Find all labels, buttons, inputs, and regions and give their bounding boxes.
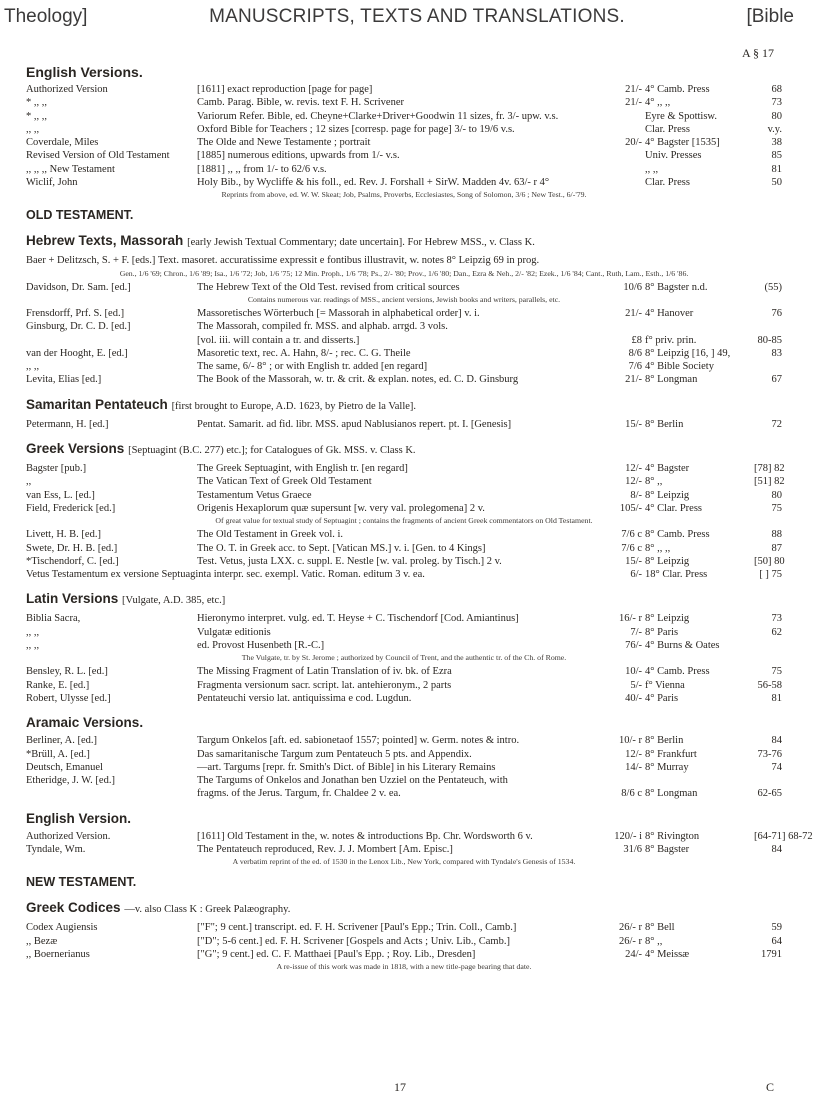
entry-author: Bagster [pub.] <box>26 463 87 475</box>
entry-price: 8/6 c <box>621 788 642 800</box>
entry-row <box>26 528 782 541</box>
entry-title: —art. Targums [repr. fr. Smith's Dict. of Bible] in his Literary Remains <box>197 761 496 773</box>
entry-author: Petermann, H. [ed.] <box>26 418 109 430</box>
entry-year: 75 <box>771 666 782 678</box>
entry-title: ["D"; 5-6 cent.] ed. F. H. Scrivener [Gospels and Acts ; Univ. Lib., Camb.] <box>197 935 510 947</box>
entry-title: ["F"; 9 cent.] transcript. ed. F. H. Scrivener [Paul's Epp.; Trin. Coll., Camb.] <box>197 922 517 934</box>
entry-publisher: 8° ,, <box>645 935 663 947</box>
entry-title: The Pentateuch reproduced, Rev. J. J. Mombert [Am. Episc.] <box>197 843 453 855</box>
entry-author: Wiclif, John <box>26 177 78 189</box>
header-right: [Bible <box>746 6 794 27</box>
entry-publisher: Univ. Presses <box>645 150 702 162</box>
entry-publisher: 4° Clar. Press <box>645 502 702 514</box>
entry-price: 26/- r <box>618 922 642 934</box>
entry-row <box>26 360 782 373</box>
section-reference: A § 17 <box>741 46 774 60</box>
entry-year: 67 <box>771 374 782 386</box>
entry-price: 7/6 c <box>621 542 642 554</box>
entry-row <box>26 921 782 934</box>
entry-author: van der Hooght, E. [ed.] <box>26 347 128 359</box>
entry-author: Frensdorff, Prf. S. [ed.] <box>26 307 125 319</box>
entry-author: Coverdale, Miles <box>26 137 99 149</box>
entry-title: Pentat. Samarit. ad fid. libr. MSS. apud Nablusianos repert. pt. I. [Genesis] <box>197 418 512 430</box>
entry-price: 31/6 <box>623 843 642 855</box>
entry-publisher: 4° Bagster <box>645 463 690 475</box>
entry-price <box>602 176 642 189</box>
entry-price: 8/6 <box>628 347 642 359</box>
entry-row <box>26 555 785 568</box>
entry-year: 56-58 <box>757 679 782 691</box>
entry-publisher: 8° Longman <box>645 374 698 386</box>
entry-row <box>26 830 813 843</box>
entry-author: Biblia Sacra, <box>26 613 81 625</box>
entry-title: The same, 6/- 8° ; or with English tr. added [en regard] <box>197 361 428 373</box>
entry-publisher: 8° ,, <box>645 476 663 488</box>
entry-title: The Hebrew Text of the Old Test. revised from critical sources <box>197 281 460 293</box>
entry-publisher: 8° Leipzig <box>645 489 690 501</box>
entry-publisher: 8° Leipzig <box>645 555 690 567</box>
greek-codices-list <box>26 921 782 961</box>
entry-publisher: 4° Paris <box>645 692 679 704</box>
hebrew-list <box>26 281 782 294</box>
page-number: 17 <box>394 1080 406 1094</box>
entry-price: 7/6 c <box>621 529 642 541</box>
running-header <box>4 2 794 32</box>
entry-row <box>26 418 782 431</box>
english-versions-list <box>26 83 782 189</box>
entry-publisher: 8° Bagster <box>645 843 690 855</box>
entry-year: 80-85 <box>757 334 782 346</box>
entry-year: [ ] 75 <box>759 569 782 581</box>
hebrew-intro: Baer + Delitzsch, S. + F. [eds.] Text. masoret. accuratissime expressit e fontibus illustravit, w. notes 8° Leipzig 69 in prog. <box>26 255 540 267</box>
latin-list <box>26 612 782 652</box>
entry-price: 12/- <box>625 463 642 475</box>
entry-publisher: 8° Leipzig [16, ] 49, <box>645 347 731 359</box>
entry-price: 7/6 <box>628 361 642 373</box>
entry-author: Ranke, E. [ed.] <box>26 679 90 691</box>
entry-author: ,, ,, ,, New Testament <box>26 163 115 175</box>
entry-row <box>26 734 782 747</box>
entry-row <box>26 626 782 639</box>
entry-title: Oxford Bible for Teachers ; 12 sizes [corresp. page for page] 3/- to 19/6 v.s. <box>197 123 515 135</box>
entry-price: 15/- <box>625 418 642 430</box>
entry-publisher: 8° Berlin <box>645 418 684 430</box>
entry-title: Testamentum Vetus Graece <box>197 489 312 501</box>
entry-author: Robert, Ulysse [ed.] <box>26 692 111 704</box>
page-footer <box>0 1080 800 1095</box>
entry-publisher: Eyre & Spottisw. <box>645 110 717 122</box>
entry-price <box>602 149 642 162</box>
entry-year: 72 <box>771 418 782 430</box>
entry-title: [1611] Old Testament in the, w. notes & introductions Bp. Chr. Wordsworth 6 v. <box>197 830 533 842</box>
entry-year: 59 <box>771 922 782 934</box>
entry-title: The Targums of Onkelos and Jonathan ben Uzziel on the Pentateuch, with <box>197 775 508 787</box>
entry-publisher: 8° ,, ,, <box>645 542 671 554</box>
entry-author: Deutsch, Emanuel <box>26 761 103 773</box>
entry-publisher: 18° Clar. Press <box>645 569 708 581</box>
entry-row <box>26 163 782 176</box>
entry-title: Pentateuchi versio lat. antiquissima e cod. Lugdun. <box>197 692 412 704</box>
hebrew-note-2: Contains numerous var. readings of MSS., ancient versions, Jewish books and writers, parallels, etc. <box>247 294 561 304</box>
entry-title: The Missing Fragment of Latin Translation of iv. bk. of Ezra <box>197 666 452 678</box>
entry-publisher: 8° Murray <box>645 761 689 773</box>
entry-year: 64 <box>771 935 782 947</box>
entry-price: 24/- <box>625 948 642 960</box>
greek-list <box>26 462 785 515</box>
entry-row <box>26 320 782 333</box>
entry-title: ed. Provost Husenbeth [R.-C.] <box>197 640 325 652</box>
entry-title: ["G"; 9 cent.] ed. C. F. Matthaei [Paul's Epp. ; Roy. Lib., Dresden] <box>197 948 476 960</box>
entry-author: Codex Augiensis <box>26 922 98 934</box>
entry-price: 14/- <box>625 761 642 773</box>
heading-samaritan-sub: [first brought to Europe, A.D. 1623, by Pietro de la Valle]. <box>171 400 417 412</box>
entry-publisher: 8° Bell <box>645 922 675 934</box>
heading-greek-codices-title: Greek Codices <box>26 900 121 916</box>
entry-row <box>26 692 782 705</box>
entry-year <box>754 360 782 373</box>
entry-title: The Old Testament in Greek vol. i. <box>197 529 344 541</box>
entry-title: [1611] exact reproduction [page for page] <box>197 84 373 95</box>
entry-title: fragms. of the Jerus. Targum, fr. Chaldee 2 v. ea. <box>197 788 401 800</box>
entry-publisher: 8° Camb. Press <box>645 529 710 541</box>
greek-list-2 <box>26 528 785 568</box>
english-version-note: A verbatim reprint of the ed. of 1530 in the Lenox Lib., New York, compared with Tyndale's Genesis of 1534. <box>232 857 576 867</box>
entry-title: [vol. iii. will contain a tr. and disserts.] <box>197 334 360 346</box>
entry-year <box>754 774 782 787</box>
entry-row <box>26 948 782 961</box>
entry-row <box>26 347 782 360</box>
entry-author: van Ess, L. [ed.] <box>26 489 95 501</box>
heading-hebrew <box>26 233 782 251</box>
entry-author: ,, <box>26 476 32 488</box>
heading-greek-title: Greek Versions <box>26 441 125 457</box>
entry-row <box>26 542 782 555</box>
entry-title: Fragmenta versionum sacr. script. lat. antehieronym., 2 parts <box>197 679 452 691</box>
entry-row <box>26 96 782 109</box>
heading-english-versions: English Versions. <box>26 64 143 80</box>
entry-author: Berliner, A. [ed.] <box>26 735 98 747</box>
entry-row <box>26 281 782 294</box>
entry-year: v.y. <box>767 123 782 135</box>
heading-latin-title: Latin Versions <box>26 591 119 607</box>
entry-row <box>26 176 782 189</box>
entry-year: [78] 82 <box>754 463 785 475</box>
entry-title: The Book of the Massorah, w. tr. & crit. & explan. notes, ed. C. D. Ginsburg <box>197 374 519 386</box>
entry-price: 21/- <box>625 97 642 109</box>
entry-row <box>26 123 782 136</box>
entry-price: 12/- <box>625 476 642 488</box>
entry-year: [51] 82 <box>754 476 785 488</box>
entry-publisher: 8° Leipzig <box>645 613 690 625</box>
entry-price: 26/- r <box>618 935 642 947</box>
entry-price: 21/- <box>625 84 642 95</box>
entry-author: ,, ,, <box>26 123 40 135</box>
entry-price: 15/- <box>625 555 642 567</box>
entry-row <box>26 373 782 386</box>
entry-publisher <box>645 320 751 333</box>
entry-year: [50] 80 <box>754 555 785 567</box>
entry-year <box>754 320 782 333</box>
entry-publisher: Clar. Press <box>645 177 690 189</box>
entry-title: Masoretic text, rec. A. Hahn, 8/- ; rec. C. G. Theile <box>197 347 411 359</box>
entry-price: 21/- <box>625 374 642 386</box>
entry-year: 62-65 <box>757 788 782 800</box>
entry-title: Massoretisches Wörterbuch [= Massorah in alphabetical order] v. i. <box>197 307 480 319</box>
entry-price: 20/- <box>625 137 642 149</box>
heading-greek-sub: [Septuagint (B.C. 277) etc.]; for Catalogues of Gk. MSS. v. Class K. <box>128 445 416 457</box>
entry-price <box>602 110 642 123</box>
entry-title: The Greek Septuagint, with English tr. [en regard] <box>197 463 408 475</box>
entry-author: * ,, ,, <box>26 110 47 122</box>
entry-year: 73-76 <box>757 748 782 760</box>
entry-author: *Tischendorf, C. [ed.] <box>26 555 119 567</box>
heading-greek-codices-sub: —v. also Class K : Greek Palæography. <box>124 904 291 916</box>
entry-publisher: 8° Berlin <box>645 735 684 747</box>
entry-author: Swete, Dr. H. B. [ed.] <box>26 542 118 554</box>
entry-title: Vulgatæ editionis <box>197 626 271 638</box>
entry-price: 7/- <box>630 626 642 638</box>
greek-wide-row <box>26 568 782 581</box>
hebrew-note: Gen., 1/6 '69; Chron., 1/6 '89; Isa., 1/6 '72; Job, 1/6 '75; 12 Min. Proph., 1/6 '78; Ps., 2/- '80; Prov., 1/6 '80; Dan., Ezra & Neh., 2/- '82; Ezek., 1/6 '84; Cant., Ruth, Lam., Esth., 1/6 '86. <box>119 268 689 278</box>
entry-price <box>602 774 642 787</box>
heading-latin-sub: [Vulgate, A.D. 385, etc.] <box>122 595 226 607</box>
entry-year: 81 <box>771 692 782 704</box>
entry-publisher: 4° Hanover <box>645 307 694 319</box>
entry-row <box>26 665 782 678</box>
entry-row <box>26 489 782 502</box>
entry-author: *Brüll, A. [ed.] <box>26 748 90 760</box>
entry-year: 88 <box>771 529 782 541</box>
entry-price <box>602 320 642 333</box>
entry-row <box>26 475 785 488</box>
entry-price: 76/- <box>625 640 642 652</box>
entry-publisher: 4° Camb. Press <box>645 84 710 95</box>
heading-english-version: English Version. <box>26 810 132 826</box>
entry-row <box>26 787 782 800</box>
entry-year: 85 <box>771 150 782 162</box>
entry-author: Davidson, Dr. Sam. [ed.] <box>26 281 131 293</box>
entry-price <box>602 163 642 176</box>
entry-year: 87 <box>771 542 782 554</box>
heading-aramaic: Aramaic Versions. <box>26 715 144 731</box>
english-version-list <box>26 830 813 857</box>
entry-price: 21/- <box>625 307 642 319</box>
entry-publisher: ,, ,, <box>645 163 659 175</box>
entry-title: The Olde and Newe Testamente ; portrait <box>197 137 371 149</box>
catalogue-body <box>26 60 813 974</box>
entry-author: Levita, Elias [ed.] <box>26 374 102 386</box>
entry-year: 84 <box>771 735 782 747</box>
entry-row <box>26 110 782 123</box>
heading-greek-codices <box>26 900 782 918</box>
entry-title: Origenis Hexaplorum quæ supersunt [w. very val. prolegomena] 2 v. <box>197 502 485 514</box>
entry-year: 68 <box>771 84 782 95</box>
entry-author: Authorized Version. <box>26 830 111 842</box>
entry-author: ,, ,, <box>26 361 40 373</box>
entry-row <box>26 761 782 774</box>
heading-old-testament: OLD TESTAMENT. <box>26 208 134 223</box>
entry-year: 83 <box>771 347 782 359</box>
entry-author: ,, Boernerianus <box>26 948 90 960</box>
entry-price: 10/6 <box>623 281 642 293</box>
entry-publisher: 8° Rivington <box>645 830 700 842</box>
entry-row <box>26 843 782 856</box>
entry-publisher: f° Vienna <box>645 679 685 691</box>
entry-year <box>754 639 782 652</box>
entry-year: 38 <box>771 137 782 149</box>
entry-year: 73 <box>771 97 782 109</box>
entry-title: The Massorah, compiled fr. MSS. and alphab. arrgd. 3 vols. <box>197 321 448 333</box>
entry-price: 105/- <box>619 502 642 514</box>
entry-year: 75 <box>771 502 782 514</box>
entry-publisher: 4° Camb. Press <box>645 666 710 678</box>
entry-year: 80 <box>771 489 782 501</box>
entry-row <box>26 612 782 625</box>
entry-title: The O. T. in Greek acc. to Sept. [Vatican MS.] v. i. [Gen. to 4 Kings] <box>197 542 486 554</box>
entry-publisher: 8° Paris <box>645 626 679 638</box>
entry-year: 1791 <box>761 948 782 960</box>
entry-title: Vetus Testamentum ex versione Septuaginta interpr. sec. exempl. Vatic. Roman. editum 3 v. ea. <box>26 569 425 581</box>
heading-greek <box>26 441 782 459</box>
entry-row <box>26 935 782 948</box>
entry-row <box>26 774 782 787</box>
samaritan-list <box>26 418 782 431</box>
latin-note: The Vulgate, tr. by St. Jerome ; authorized by Council of Trent, and the authentic tr. of the Ch. of Rome. <box>241 653 567 663</box>
greek-note: Of great value for textual study of Septuagint ; contains the fragments of ancient Greek commentators on Old Testament. <box>215 516 593 526</box>
entry-price: 10/- <box>625 666 642 678</box>
entry-author: ,, ,, <box>26 626 40 638</box>
entry-title: Holy Bib., by Wycliffe & his foll., ed. Rev. J. Forshall + SirW. Madden 4v. 63/- r 4° <box>197 177 550 189</box>
entry-price: 16/- r <box>618 613 642 625</box>
entry-year: 62 <box>771 626 782 638</box>
entry-author: Ginsburg, Dr. C. D. [ed.] <box>26 321 131 333</box>
entry-row <box>26 462 785 475</box>
latin-list-2 <box>26 665 782 705</box>
entry-publisher <box>645 774 751 787</box>
heading-new-testament: NEW TESTAMENT. <box>26 875 137 890</box>
entry-year: 50 <box>771 177 782 189</box>
signature-mark: C <box>765 1080 774 1094</box>
entry-author: Etheridge, J. W. [ed.] <box>26 775 115 787</box>
entry-author: Tyndale, Wm. <box>26 843 86 855</box>
entry-title: Variorum Refer. Bible, ed. Cheyne+Clarke+Driver+Goodwin 11 sizes, fr. 3/- upw. v.s. <box>197 110 559 122</box>
entry-year: 81 <box>771 163 782 175</box>
entry-year: 73 <box>771 613 782 625</box>
heading-hebrew-title: Hebrew Texts, Massorah <box>26 233 184 249</box>
entry-title: The Vatican Text of Greek Old Testament <box>197 476 372 488</box>
entry-price: 6/- <box>630 569 642 581</box>
entry-row <box>26 136 782 149</box>
entry-year: 76 <box>771 307 782 319</box>
entry-title: Camb. Parag. Bible, w. revis. text F. H. Scrivener <box>197 97 404 109</box>
entry-row <box>26 83 782 96</box>
entry-author: * ,, ,, <box>26 97 47 109</box>
entry-author: Field, Frederick [ed.] <box>26 502 116 514</box>
entry-title: [1881] ,, ,, from 1/- to 62/6 v.s. <box>197 163 327 175</box>
entry-title: [1885] numerous editions, upwards from 1/- v.s. <box>197 150 400 162</box>
entry-price: 40/- <box>625 692 642 704</box>
hebrew-list-2 <box>26 307 782 387</box>
entry-row <box>26 502 782 515</box>
entry-publisher: 8° Frankfurt <box>645 748 697 760</box>
greek-codices-note: A re-issue of this work was made in 1818, with a new title-page bearing that date. <box>276 962 532 972</box>
header-left: Theology] <box>4 6 88 27</box>
entry-author: ,, Bezæ <box>26 935 58 947</box>
entry-row <box>26 307 782 320</box>
entry-price <box>602 123 642 136</box>
english-versions-note: Reprints from above, ed. W. W. Skeat; Job, Psalms, Proverbs, Ecclesiastes, Song of Solomon, 3/6 ; New Test., 6/-'79. <box>221 190 587 200</box>
entry-row <box>26 334 782 347</box>
heading-hebrew-sub: [early Jewish Textual Commentary; date uncertain]. For Hebrew MSS., v. Class K. <box>187 237 535 249</box>
entry-publisher: f° priv. prin. <box>645 334 697 346</box>
aramaic-list <box>26 734 782 800</box>
entry-row <box>26 748 782 761</box>
entry-title: Hieronymo interpret. vulg. ed. T. Heyse + C. Tischendorf [Cod. Amiantinus] <box>197 613 519 625</box>
entry-price: 8/- <box>630 489 642 501</box>
entry-publisher: 8° Longman <box>645 788 698 800</box>
heading-samaritan <box>26 397 782 415</box>
entry-author <box>26 787 194 800</box>
entry-year: [64-71] 68-72 <box>754 830 813 842</box>
entry-author: Livett, H. B. [ed.] <box>26 529 101 541</box>
entry-row <box>26 149 782 162</box>
entry-price: £8 <box>631 334 642 346</box>
entry-year: 84 <box>771 843 782 855</box>
entry-publisher: 8° Bagster n.d. <box>645 281 708 293</box>
entry-publisher: 4° ,, ,, <box>645 97 671 109</box>
entry-price: 120/- i <box>614 830 642 842</box>
entry-title: Test. Vetus, justa LXX. c. suppl. E. Nestle [w. val. proleg. by Tisch.] 2 v. <box>197 555 502 567</box>
entry-publisher: 4° Burns & Oates <box>645 640 720 652</box>
entry-publisher: Clar. Press <box>645 123 690 135</box>
entry-year: 80 <box>771 110 782 122</box>
entry-price: 5/- <box>630 679 642 691</box>
heading-samaritan-title: Samaritan Pentateuch <box>26 396 168 412</box>
entry-title: Das samaritanische Targum zum Pentateuch 5 pts. and Appendix. <box>197 748 472 760</box>
header-title: MANUSCRIPTS, TEXTS AND TRANSLATIONS. <box>209 6 625 27</box>
entry-year: (55) <box>764 281 782 293</box>
entry-price: 12/- <box>625 748 642 760</box>
entry-author: ,, ,, <box>26 640 40 652</box>
entry-row <box>26 639 782 652</box>
entry-publisher: 4° Bible Society <box>645 361 714 373</box>
entry-price: 10/- r <box>618 735 642 747</box>
heading-latin <box>26 591 782 609</box>
entry-author: Bensley, R. L. [ed.] <box>26 666 108 678</box>
entry-year: 74 <box>771 761 782 773</box>
entry-title: Targum Onkelos [aft. ed. sabionetaof 1557; pointed] w. Germ. notes & intro. <box>197 735 520 747</box>
entry-row <box>26 679 782 692</box>
entry-author: Authorized Version <box>26 84 108 95</box>
entry-publisher: 4° Bagster [1535] <box>645 137 720 149</box>
entry-author: Revised Version of Old Testament <box>26 150 170 162</box>
entry-publisher: 4° Meissæ <box>645 948 690 960</box>
entry-author <box>26 334 194 347</box>
